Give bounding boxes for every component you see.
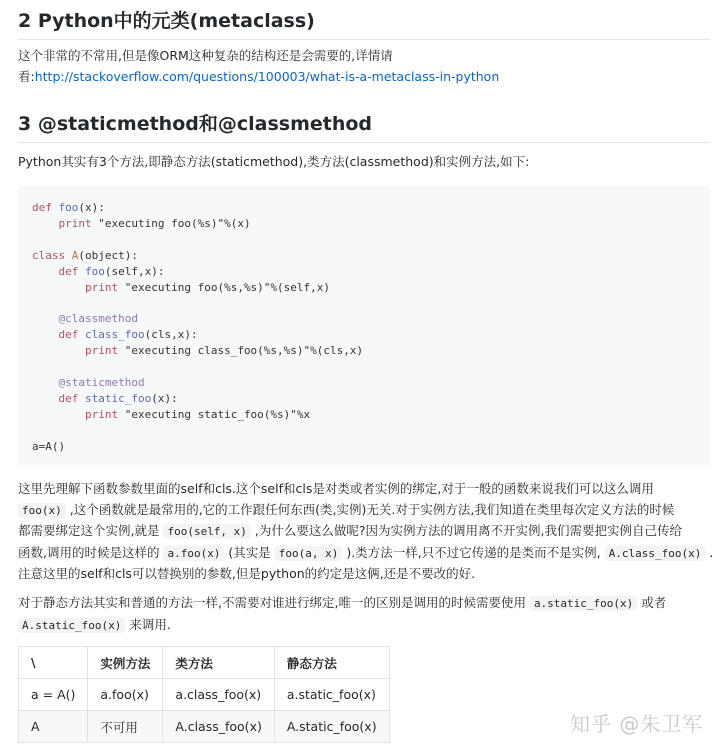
code-token bbox=[32, 392, 59, 405]
code-token: print bbox=[84, 344, 119, 358]
table-cell: A.class_foo(x) bbox=[163, 711, 274, 743]
inline-code: foo(self, x) bbox=[163, 524, 250, 539]
table-row bbox=[19, 679, 390, 711]
code-token: @staticmethod bbox=[58, 375, 145, 389]
header-cell: \ bbox=[19, 647, 88, 679]
table-cell: 不可用 bbox=[88, 711, 163, 743]
code-token: class_foo bbox=[85, 328, 145, 342]
table-row bbox=[19, 711, 390, 743]
code-line bbox=[32, 423, 696, 439]
table-cell: a.foo(x) bbox=[88, 679, 163, 711]
code-token bbox=[32, 376, 59, 389]
header-cell: 实例方法 bbox=[88, 647, 163, 679]
code-block bbox=[18, 186, 710, 465]
code-line bbox=[32, 375, 696, 391]
code-token: def bbox=[58, 391, 85, 405]
text-line: ,为什么要这么做呢?因为实例方法的调用离不开实例,我们需要把实例自己传给 bbox=[250, 523, 682, 538]
code-token: print bbox=[84, 407, 119, 421]
text-line: (其实是 bbox=[224, 544, 275, 560]
code-token: static_foo bbox=[85, 391, 152, 405]
code-token bbox=[32, 344, 85, 357]
text-line: . bbox=[705, 544, 714, 560]
code-token: class bbox=[32, 248, 72, 262]
code-token bbox=[32, 217, 59, 230]
code-token: foo bbox=[85, 264, 105, 278]
code-token bbox=[32, 328, 59, 341]
table-cell: a = A() bbox=[19, 679, 88, 711]
code-line bbox=[32, 232, 696, 248]
metaclass-text: 这个非常的不常用,但是像ORM这种复杂的结构还是会需要的,详情请 bbox=[18, 48, 393, 63]
self-cls-paragraph bbox=[18, 479, 713, 585]
code-token: (object): bbox=[78, 248, 138, 262]
table-cell: a.class_foo(x) bbox=[163, 679, 274, 711]
code-token: @classmethod bbox=[58, 312, 138, 326]
code-token: "executing foo(%s,%s)"%(self,x) bbox=[118, 280, 331, 294]
code-line bbox=[32, 391, 696, 407]
code-token: def bbox=[58, 328, 85, 342]
code-token: (cls,x): bbox=[144, 328, 198, 342]
code-line bbox=[32, 327, 696, 343]
link-prefix: 看: bbox=[18, 68, 35, 84]
code-line bbox=[32, 216, 696, 232]
code-line bbox=[32, 439, 696, 455]
stackoverflow-link[interactable]: http://stackoverflow.com/questions/100003/what-is-a-metaclass-in-python bbox=[34, 68, 500, 84]
inline-code: a.foo(x) bbox=[163, 546, 224, 561]
text-line: 对于静态方法其实和普通的方法一样,不需要对谁进行绑定,唯一的区别是调用的时候需要使用 bbox=[18, 595, 530, 610]
code-token: (self,x): bbox=[104, 264, 165, 278]
code-line bbox=[32, 200, 696, 216]
text-line: 都需要绑定这个实例,就是 bbox=[18, 523, 164, 538]
code-line bbox=[32, 359, 696, 375]
zhihu-watermark: 知乎 @朱卫军 bbox=[570, 712, 704, 736]
code-line bbox=[32, 311, 696, 327]
code-token bbox=[32, 312, 59, 325]
static-method-paragraph bbox=[18, 593, 666, 636]
table-cell: a.static_foo(x) bbox=[274, 679, 389, 711]
code-token: def bbox=[58, 264, 85, 278]
code-token: foo bbox=[58, 201, 79, 214]
text-line: ).类方法一样,只不过它传递的是类而不是实例, bbox=[342, 544, 605, 560]
code-line bbox=[32, 280, 696, 296]
section-heading-static-class-method: 3 @staticmethod和@classmethod bbox=[18, 109, 710, 143]
table-cell: A.static_foo(x) bbox=[274, 711, 389, 743]
text-line: ,这个函数就是最常用的,它的工作跟任何东西(类,实例)无关.对于实例方法,我们知道在类里每次定义方法的时候 bbox=[65, 501, 675, 517]
table-cell: A bbox=[19, 711, 88, 743]
text-line: 来调用. bbox=[125, 616, 171, 632]
code-token bbox=[32, 265, 59, 278]
header-cell: 静态方法 bbox=[274, 647, 389, 679]
code-token: print bbox=[84, 280, 119, 294]
code-token: "executing static_foo(%s)"%x bbox=[118, 407, 311, 421]
code-token: "executing class_foo(%s,%s)"%(cls,x) bbox=[118, 344, 364, 358]
code-line bbox=[32, 407, 696, 423]
code-token: def bbox=[32, 201, 59, 214]
inline-code: A.static_foo(x) bbox=[18, 618, 125, 633]
code-token: "executing foo(%s)"%(x) bbox=[91, 216, 251, 230]
text-line: 注意这里的self和cls可以替换别的参数,但是python的约定是这俩,还是不要改的好. bbox=[18, 566, 476, 581]
section-heading-metaclass: 2 Python中的元类(metaclass) bbox=[18, 6, 710, 40]
code-token: (x): bbox=[151, 391, 178, 405]
code-token: A bbox=[71, 248, 79, 262]
code-token: (x): bbox=[78, 201, 105, 214]
text-line: 这里先理解下函数参数里面的self和cls.这个self和cls是对类或者实例的绑定,对于一般的函数来说我们可以这么调用 bbox=[18, 481, 654, 496]
inline-code: A.class_foo(x) bbox=[605, 546, 706, 561]
method-comparison-table bbox=[18, 646, 390, 743]
table-header-row bbox=[19, 647, 390, 679]
code-content bbox=[18, 186, 710, 468]
code-line bbox=[32, 248, 696, 264]
inline-code: foo(a, x) bbox=[275, 546, 343, 561]
code-line bbox=[32, 264, 696, 280]
code-token bbox=[32, 281, 85, 294]
code-line bbox=[32, 343, 696, 359]
text-line: 或者 bbox=[637, 595, 667, 610]
metaclass-paragraph bbox=[18, 46, 499, 87]
code-token: a=A() bbox=[32, 439, 66, 453]
inline-code: a.static_foo(x) bbox=[530, 596, 637, 611]
inline-code: foo(x) bbox=[18, 503, 66, 518]
code-token: print bbox=[58, 216, 92, 230]
code-token bbox=[32, 408, 85, 421]
text-line: 函数,调用的时候是这样的 bbox=[18, 544, 164, 560]
intro-paragraph: Python其实有3个方法,即静态方法(staticmethod),类方法(classmethod)和实例方法,如下: bbox=[18, 154, 530, 169]
header-cell: 类方法 bbox=[163, 647, 274, 679]
code-line bbox=[32, 295, 696, 311]
